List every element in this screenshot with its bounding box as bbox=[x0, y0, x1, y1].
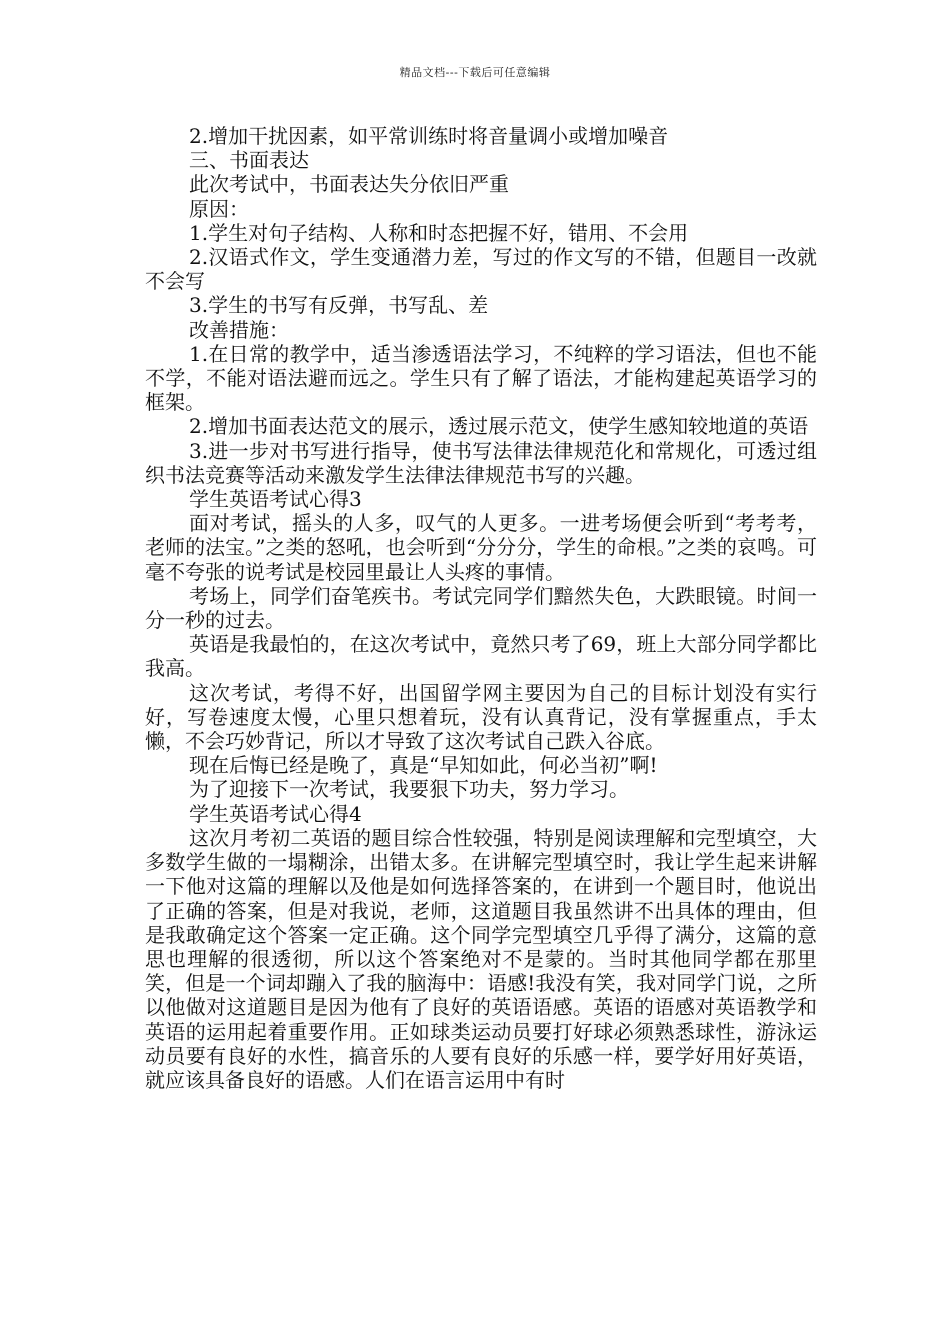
paragraph: 1.在日常的教学中，适当渗透语法学习，不纯粹的学习语法，但也不能不学，不能对语法避而远之。学生只有了解了语法，才能构建起英语学习的框架。 bbox=[145, 341, 817, 415]
paragraph: 这次月考初二英语的题目综合性较强，特别是阅读理解和完型填空，大多数学生做的一塌糊涂，出错太多。在讲解完型填空时，我让学生起来讲解一下他对这篇的理解以及他是如何选择答案的，在讲到一个题目时，他说出了正确的答案，但是对我说，老师，这道题目我虽然讲不出具体的理由，但是我敢确定这个答案一定正确。这个同学完型填空几乎得了满分，这篇的意思也理解的很透彻，所以这个答案绝对不是蒙的。当时其他同学都在那里笑，但是一个词却蹦入了我的脑海中：语感!我没有笑，我对同学门说，之所以他做对这道题目是因为他有了良好的英语语感。英语的语感对英语教学和英语的运用起着重要作用。正如球类运动员要打好球必须熟悉球性，游泳运动员要有良好的水性，搞音乐的人要有良好的乐感一样，要学好用好英语，就应该具备良好的语感。人们在语言运用中有时 bbox=[145, 825, 817, 1092]
document-body bbox=[145, 124, 817, 1092]
paragraph: 考场上，同学们奋笔疾书。考试完同学们黯然失色，大跌眼镜。时间一分一秒的过去。 bbox=[145, 583, 817, 633]
paragraph: 2.增加干扰因素，如平常训练时将音量调小或增加噪音 bbox=[189, 124, 669, 148]
paragraph: 英语是我最怕的，在这次考试中，竟然只考了69，班上大部分同学都比我高。 bbox=[145, 632, 817, 681]
section-heading: 三、书面表达 bbox=[189, 148, 309, 173]
paragraph: 此次考试中，书面表达失分依旧严重 bbox=[189, 172, 509, 197]
paragraph: 面对考试，摇头的人多，叹气的人更多。一进考场便会听到“考考考，老师的法宝。”之类的怒吼，也会听到“分分分，学生的命根。”之类的哀鸣。可毫不夸张的说考试是校园里最让人头疼的事情。 bbox=[145, 511, 817, 584]
paragraph: 1.学生对句子结构、人称和时态把握不好，错用、不会用 bbox=[189, 220, 689, 245]
paragraph: 3.学生的书写有反弹，书写乱、差 bbox=[189, 293, 489, 318]
section-heading: 学生英语考试心得3 bbox=[189, 487, 362, 512]
paragraph: 3.进一步对书写进行指导，使书写法律法律规范化和常规化，可透过组织书法竞赛等活动来激发学生法律法律规范书写的兴趣。 bbox=[145, 438, 817, 487]
page-header: 精品文档---下载后可任意编辑 bbox=[399, 66, 551, 79]
paragraph: 2.增加书面表达范文的展示，透过展示范文，使学生感知较地道的英语 bbox=[189, 414, 809, 439]
paragraph: 2.汉语式作文，学生变通潜力差，写过的作文写的不错，但题目一改就不会写 bbox=[145, 245, 817, 294]
paragraph: 为了迎接下一次考试，我要狠下功夫，努力学习。 bbox=[189, 777, 629, 802]
paragraph: 现在后悔已经是晚了，真是“早知如此，何必当初”啊! bbox=[189, 753, 658, 778]
paragraph: 原因： bbox=[189, 196, 249, 221]
paragraph: 改善措施： bbox=[189, 317, 289, 342]
paragraph: 这次考试，考得不好，出国留学网主要因为自己的目标计划没有实行好，写卷速度太慢，心里只想着玩，没有认真背记，没有掌握重点，手太懒，不会巧妙背记，所以才导致了这次考试自己跌入谷底。 bbox=[145, 680, 817, 754]
section-heading: 学生英语考试心得4 bbox=[189, 801, 362, 826]
